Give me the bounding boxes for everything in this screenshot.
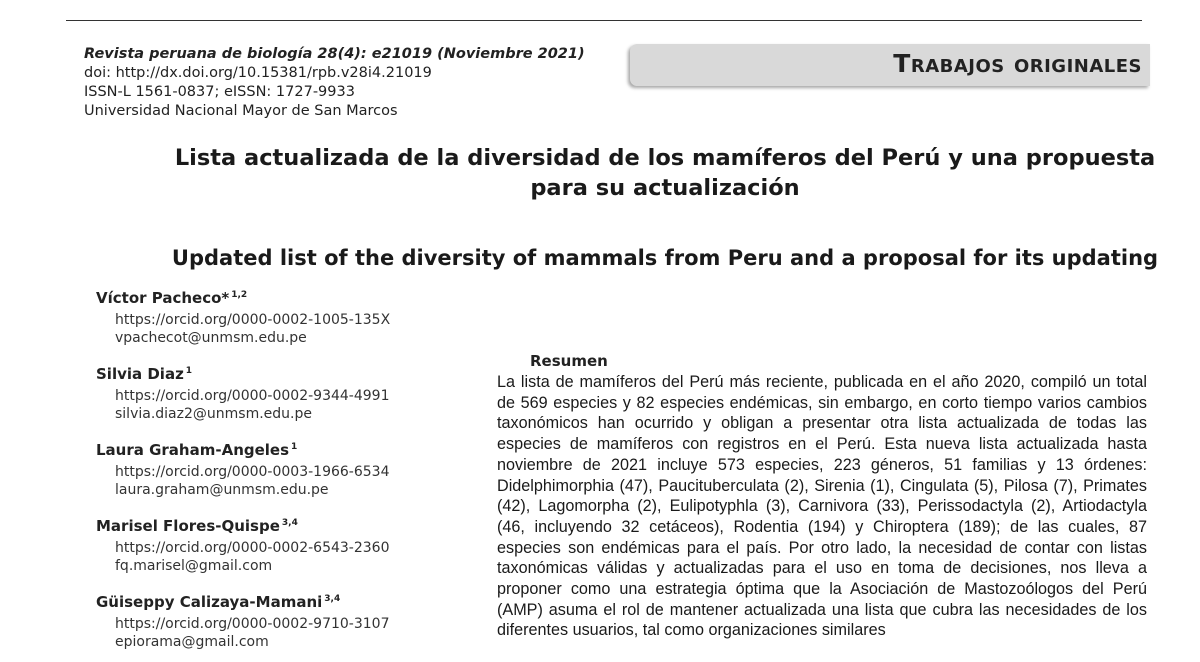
section-banner <box>630 44 1150 86</box>
abstract-heading: Resumen <box>530 352 608 370</box>
author-entry <box>96 358 496 423</box>
author-name: Marisel Flores-Quispe <box>96 517 280 535</box>
author-orcid-link[interactable]: https://orcid.org/0000-0002-9344-4991 <box>115 388 390 404</box>
abstract <box>497 350 1147 641</box>
journal-title: Revista peruana de biología 28(4): e21019 (Noviembre 2021) <box>84 46 585 62</box>
top-rule <box>66 20 1142 21</box>
author-affiliation: 3,4 <box>324 594 341 604</box>
author-email-link[interactable]: fq.marisel@gmail.com <box>115 558 273 574</box>
journal-university: Universidad Nacional Mayor de San Marcos <box>84 103 398 119</box>
author-name: Silvia Diaz <box>96 365 184 383</box>
author-list <box>96 282 496 662</box>
journal-doi[interactable]: doi: http://dx.doi.org/10.15381/rpb.v28i4.21019 <box>84 65 432 81</box>
author-orcid-link[interactable]: https://orcid.org/0000-0002-9710-3107 <box>115 616 390 632</box>
author-orcid-link[interactable]: https://orcid.org/0000-0002-1005-135X <box>115 312 391 328</box>
author-name: Laura Graham-Angeles <box>96 441 290 459</box>
journal-meta <box>84 45 585 121</box>
article-title-english: Updated list of the diversity of mammals from Peru and a proposal for its updating <box>171 246 1159 270</box>
section-label: Trabajos originales <box>893 49 1142 78</box>
author-email-link[interactable]: vpachecot@unmsm.edu.pe <box>115 330 307 346</box>
author-affiliation: 1,2 <box>231 290 248 300</box>
author-affiliation: 3,4 <box>281 518 298 528</box>
author-name: Güiseppy Calizaya-Mamani <box>96 593 323 611</box>
article-title-spanish: Lista actualizada de la diversidad de los mamíferos del Perú y una propuesta para su actualización <box>174 145 1156 201</box>
author-email-link[interactable]: epiorama@gmail.com <box>115 634 269 650</box>
author-orcid-link[interactable]: https://orcid.org/0000-0002-6543-2360 <box>115 540 390 556</box>
author-orcid-link[interactable]: https://orcid.org/0000-0003-1966-6534 <box>115 464 390 480</box>
author-affiliation: 1 <box>291 442 298 452</box>
author-entry <box>96 434 496 499</box>
author-entry <box>96 586 496 651</box>
author-name: Víctor Pacheco* <box>96 289 230 307</box>
author-affiliation: 1 <box>185 366 193 376</box>
abstract-body: La lista de mamíferos del Perú más reciente, publicada en el año 2020, compiló un total de 569 especies y 82 especies endémicas, sin embargo, en corto tiempo varios cambios taxonómicos han ocurrido y obligan a presentar otra lista actualizada de todas las especies de mamíferos con registros en el Perú. Esta nueva lista actualizada hasta noviembre de 2021 incluye 573 especies, 223 géneros, 51 familias y 13 órdenes: Didelphimorphia (47), Paucituberculata (2), Sirenia (1), Cingulata (5), Pilosa (7), Primates (42), Lagomorpha (2), Eulipotyphla (3), Carnivora (33), Perissodactyla (2), Artiodactyla (46, incluyendo 32 cetáceos), Rodentia (194) y Chiroptera (189); de las cuales, 87 especies son endémicas para el país. Por otro lado, la necesidad de contar con listas taxonómicas válidas y actualizadas para el uso en toma de decisiones, nos lleva a proponer como una estrategia óptima que la Asociación de Mastozoólogos del Perú (AMP) asuma el rol de mantener actualizada una lista que cubra las necesidades de los diferentes usuarios, tal como organizaciones similares <box>497 373 1147 640</box>
author-email-link[interactable]: silvia.diaz2@unmsm.edu.pe <box>115 406 312 422</box>
author-email-link[interactable]: laura.graham@unmsm.edu.pe <box>115 482 329 498</box>
author-entry <box>96 282 496 347</box>
journal-issn: ISSN-L 1561-0837; eISSN: 1727-9933 <box>84 84 355 100</box>
author-entry <box>96 510 496 575</box>
